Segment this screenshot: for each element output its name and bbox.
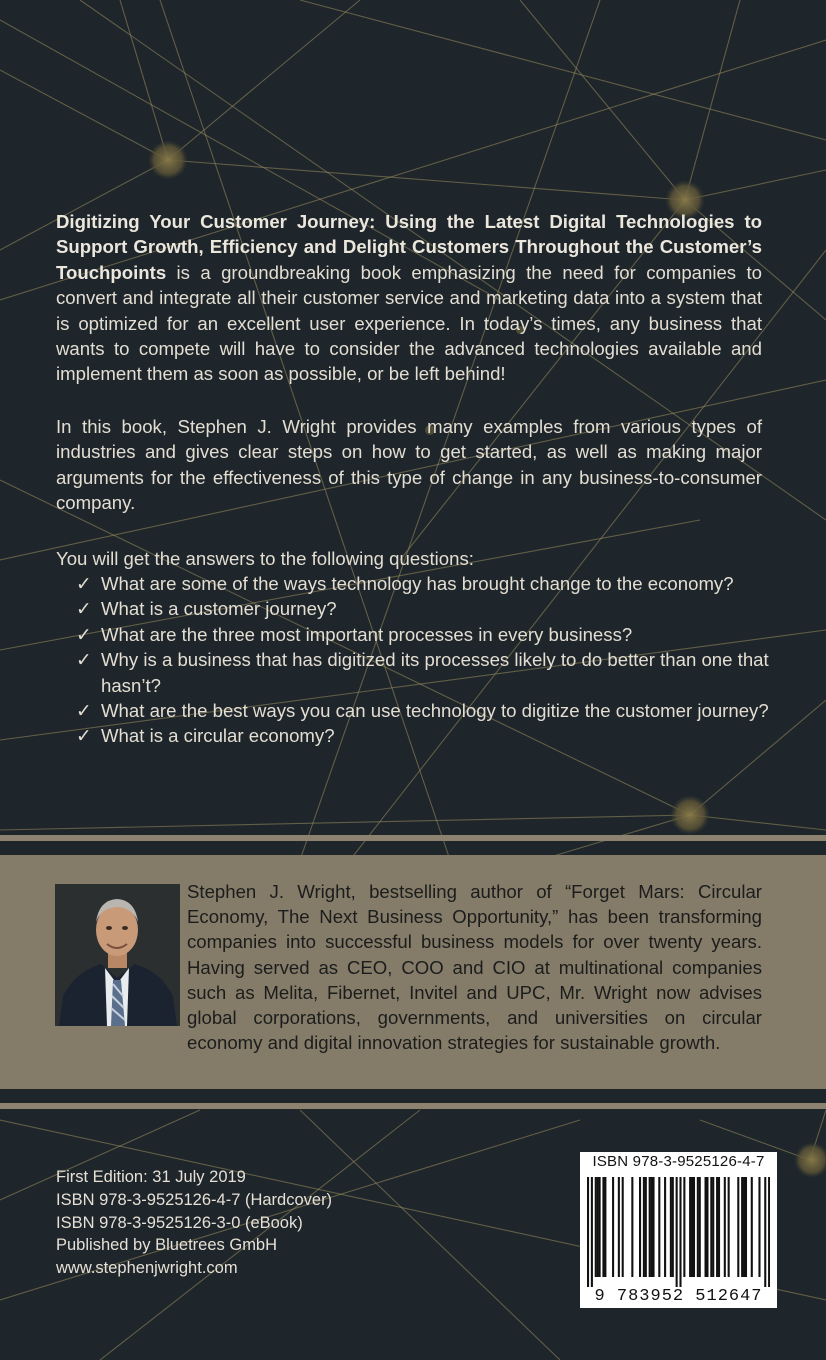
description-body: is a groundbreaking book emphasizing the need for companies to convert and integrate all their customer service and marketing data into a system that is optimized for an excellent user experience. In today’s times, any business that wants to compete will have to consider the advanced technologies available and implement them as soon as possible, or be left behind! <box>56 261 762 385</box>
barcode-bar <box>712 1177 714 1277</box>
barcode-bar <box>689 1177 691 1277</box>
list-item <box>76 698 796 723</box>
barcode-bar <box>745 1177 747 1277</box>
barcode-bar <box>683 1177 685 1277</box>
barcode-bar <box>718 1177 720 1277</box>
barcode-bar <box>652 1177 654 1277</box>
question-text: Why is a business that has digitized its processes likely to do better than one that hasn’t? <box>101 649 769 696</box>
question-text: What are the best ways you can use technology to digitize the customer journey? <box>101 700 769 722</box>
barcode-bar <box>599 1177 601 1277</box>
barcode-bar <box>672 1177 674 1277</box>
barcode-bar <box>651 1177 653 1277</box>
barcode-bar <box>631 1177 633 1277</box>
list-item <box>76 571 796 596</box>
barcode-bar <box>622 1177 624 1277</box>
barcode-bar <box>743 1177 745 1277</box>
barcode-bar <box>595 1177 597 1277</box>
barcode-bar <box>676 1177 678 1287</box>
barcode-bar <box>706 1177 708 1277</box>
website-line: www.stephenjwright.com <box>56 1259 238 1278</box>
isbn-ebook-line: ISBN 978-3-9525126-3-0 (eBook) <box>56 1213 303 1232</box>
checkmark-icon: ✓ <box>76 573 92 594</box>
barcode-isbn-label: ISBN 978-3-9525126-4-7 <box>592 1153 765 1170</box>
barcode-bars <box>587 1177 770 1287</box>
barcode-bar <box>604 1177 606 1277</box>
barcode-bar <box>591 1177 593 1287</box>
barcode-bar <box>693 1177 695 1277</box>
barcode-bar <box>724 1177 726 1277</box>
barcode-bar <box>658 1177 660 1277</box>
barcode-bar <box>768 1177 770 1287</box>
barcode-bar <box>710 1177 712 1277</box>
list-item <box>76 622 796 647</box>
barcode-bar <box>697 1177 699 1277</box>
checkmark-icon: ✓ <box>76 700 92 722</box>
question-text: What are the three most important processes in every business? <box>101 623 633 645</box>
barcode-bar <box>741 1177 743 1277</box>
question-text: What is a circular economy? <box>101 725 335 747</box>
list-item <box>76 596 796 621</box>
author-bio: Stephen J. Wright, bestselling author of “Forget Mars: Circular Economy, The Next Business Opportunity,” has been transforming companies into successful business models for over twenty years. Having served as CEO, COO and CIO at multinational companies such as Melita, Fibernet, Invitel and UPC, Mr. Wright now advises global corporations, governments, and universities on circular economy and digital innovation strategies for sustainable growth. <box>187 881 762 1054</box>
barcode-bar <box>618 1177 620 1277</box>
publisher-line: Published by Bluetrees GmbH <box>56 1236 278 1255</box>
isbn-hardcover-line: ISBN 978-3-9525126-4-7 (Hardcover) <box>56 1190 333 1209</box>
barcode-bar <box>664 1177 666 1277</box>
checkmark-icon: ✓ <box>76 725 92 747</box>
checkmark-icon: ✓ <box>76 649 92 671</box>
barcode-bar <box>649 1177 651 1277</box>
question-text: What is a customer journey? <box>101 598 337 620</box>
list-item <box>76 647 796 698</box>
book-description <box>56 209 762 387</box>
barcode-bar <box>597 1177 599 1277</box>
barcode-digits: 9 783952 512647 <box>594 1287 763 1306</box>
barcode-bar <box>612 1177 614 1277</box>
barcode-bar <box>643 1177 645 1277</box>
divider-stripe-top <box>0 835 826 841</box>
checkmark-icon: ✓ <box>76 598 92 620</box>
question-text: What are some of the ways technology has brought change to the economy? <box>101 573 734 594</box>
barcode-bar <box>764 1177 766 1287</box>
barcode-bar <box>728 1177 730 1277</box>
barcode-bar <box>679 1177 681 1287</box>
barcode-bar <box>645 1177 647 1277</box>
barcode-bar <box>758 1177 760 1277</box>
barcode-bar <box>737 1177 739 1277</box>
questions-intro: You will get the answers to the following questions: <box>56 548 474 569</box>
book-title: Digitizing Your Customer Journey: Using the Latest Digital Technologies to Support Growth, Efficiency and Delight Customers Throughout the Customer’s Touchpoints <box>56 211 762 283</box>
barcode-bar <box>602 1177 604 1277</box>
author-photo <box>55 884 180 1026</box>
checkmark-icon: ✓ <box>76 623 92 645</box>
divider-stripe-bottom <box>0 1103 826 1109</box>
imprint-block <box>56 1166 332 1280</box>
barcode-bar <box>751 1177 753 1277</box>
barcode-bar <box>699 1177 701 1277</box>
author-examples-paragraph: In this book, Stephen J. Wright provides many examples from various types of industries and gives clear steps on how to get started, as well as making major arguments for the effectiveness of this type of change in any business-to-consumer company. <box>56 416 762 514</box>
barcode-bar <box>705 1177 707 1277</box>
questions-list <box>76 571 796 749</box>
isbn-barcode <box>580 1152 777 1308</box>
barcode-bar <box>670 1177 672 1277</box>
barcode-bar <box>639 1177 641 1277</box>
barcode-bar <box>691 1177 693 1277</box>
barcode-bar <box>587 1177 589 1287</box>
list-item <box>76 723 796 748</box>
edition-line: First Edition: 31 July 2019 <box>56 1168 246 1186</box>
barcode-bar <box>716 1177 718 1277</box>
